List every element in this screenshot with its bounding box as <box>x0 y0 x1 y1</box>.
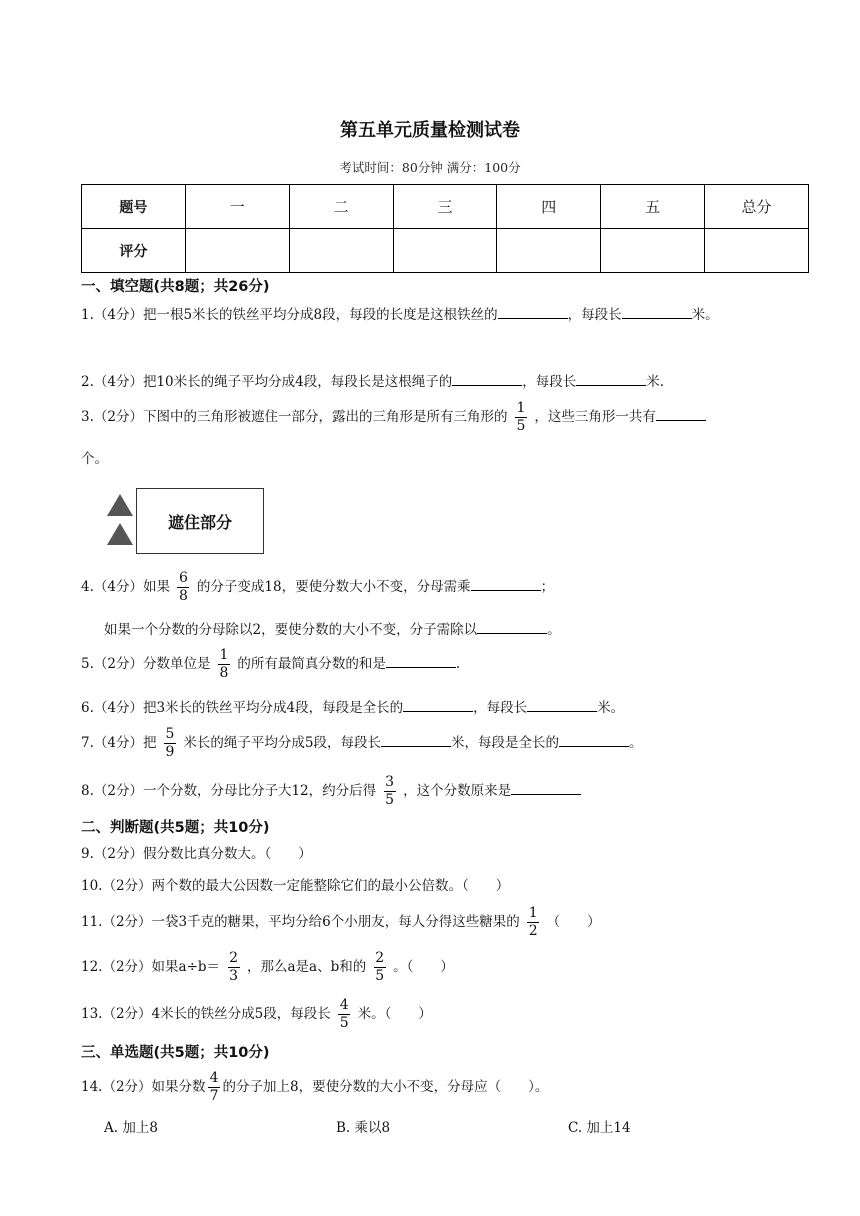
question-3: 3.（2分）下图中的三角形被遮住一部分，露出的三角形是所有三角形的 $\frac{1}{5}$ ，这些三角形一共有 <box>81 400 706 435</box>
answer-blank <box>477 619 547 634</box>
answer-blank <box>559 732 629 747</box>
fraction: $\frac{2}{3}$ <box>229 950 238 984</box>
page-title: 第五单元质量检测试卷 <box>340 120 520 141</box>
fraction: $\frac{4}{7}$ <box>209 1070 219 1104</box>
fraction: $\frac{1}{2}$ <box>528 905 538 939</box>
answer-blank <box>452 371 522 386</box>
answer-blank <box>386 653 456 668</box>
table-cell: 一 <box>185 185 289 229</box>
table-cell: 五 <box>601 185 705 229</box>
section-heading: 三、单选题(共5题；共10分) <box>81 1045 270 1061</box>
fraction: $\frac{1}{8}$ <box>219 647 229 681</box>
triangle-icon <box>106 493 134 517</box>
question-5: 5.（2分）分数单位是 $\frac{1}{8}$ 的所有最简真分数的和是 . <box>81 647 461 681</box>
score-cell <box>601 229 705 273</box>
table-cell: 评分 <box>82 229 186 273</box>
fraction: $\frac{2}{5}$ <box>375 950 385 984</box>
table-cell: 二 <box>289 185 393 229</box>
score-cell <box>497 229 601 273</box>
table-cell: 三 <box>393 185 497 229</box>
question-11: 11.（2分）一袋3千克的糖果，平均分给6个小朋友，每人分得这些糖果的 $\frac{1}{2}$ （ ） <box>81 905 601 939</box>
question-4: 4.（4分）如果 $\frac{6}{8}$ 的分子变成18，要使分数大小不变，分母需乘 ； <box>81 570 555 604</box>
question-7: 7.（4分）把 $\frac{5}{9}$ 米长的绳子平均分成5段，每段长 米，每段是全长的 。 <box>81 726 643 760</box>
table-cell: 四 <box>497 185 601 229</box>
score-cell <box>705 229 809 273</box>
score-cell <box>185 229 289 273</box>
score-cell <box>289 229 393 273</box>
question-3-end: 个。 <box>81 451 108 467</box>
question-6: 6.（4分）把3米长的铁丝平均分成4段，每段是全长的 ，每段长 米。 <box>81 697 624 718</box>
answer-blank <box>403 697 473 712</box>
question-2: 2.（4分）把10米长的绳子平均分成4段，每段长是这根绳子的 ，每段长 米. <box>81 371 664 392</box>
score-table <box>81 184 809 273</box>
option-c: C. 加上14 <box>568 1120 631 1136</box>
question-12: 12.（2分）如果a÷b＝ $\frac{2}{3}$ ，那么a是a、b和的 $\frac{2}{5}$ 。（ ） <box>81 950 454 984</box>
fraction: $\frac{3}{5}$ <box>385 774 395 808</box>
fraction: $\frac{1}{5}$ <box>516 400 526 434</box>
table-cell: 总分 <box>705 185 809 229</box>
question-8: 8.（2分）一个分数，分母比分子大12，约分后得 $\frac{3}{5}$ ，这个分数原来是 <box>81 774 581 809</box>
answer-blank <box>622 304 692 319</box>
triangle-icon <box>106 522 134 546</box>
fraction: $\frac{6}{8}$ <box>178 570 188 604</box>
answer-blank <box>527 697 597 712</box>
section-heading: 二、判断题(共5题；共10分) <box>81 820 270 836</box>
table-cell: 题号 <box>82 185 186 229</box>
question-4-part2: 如果一个分数的分母除以2，要使分数的大小不变，分子需除以 。 <box>104 619 561 640</box>
question-14: 14.（2分）如果分数 $\frac{4}{7}$ 的分子加上8，要使分数的大小不变，分母应（ ）。 <box>81 1070 549 1104</box>
section-heading: 一、填空题(共8题；共26分) <box>81 279 270 295</box>
answer-blank <box>498 304 568 319</box>
exam-info: 考试时间：80分钟 满分：100分 <box>339 160 521 175</box>
table-row <box>82 185 809 229</box>
option-a: A. 加上8 <box>104 1120 158 1136</box>
question-9: 9.（2分）假分数比真分数大。（ ） <box>81 846 312 862</box>
covered-box: 遮住部分 <box>136 488 264 554</box>
answer-blank <box>511 780 581 795</box>
fraction: $\frac{5}{9}$ <box>165 726 175 760</box>
question-1: 1.（4分）把一根5米长的铁丝平均分成8段，每段的长度是这根铁丝的 ，每段长 米。 <box>81 304 719 325</box>
answer-blank <box>471 576 541 591</box>
score-cell <box>393 229 497 273</box>
answer-blank <box>381 732 451 747</box>
fraction: $\frac{4}{5}$ <box>339 997 349 1031</box>
question-13: 13.（2分）4米长的铁丝分成5段，每段长 $\frac{4}{5}$ 米。（ ） <box>81 997 432 1031</box>
table-row <box>82 229 809 273</box>
answer-blank <box>576 371 646 386</box>
option-b: B. 乘以8 <box>336 1120 391 1136</box>
question-10: 10.（2分）两个数的最大公因数一定能整除它们的最小公倍数。（ ） <box>81 878 510 894</box>
answer-blank <box>656 406 706 421</box>
